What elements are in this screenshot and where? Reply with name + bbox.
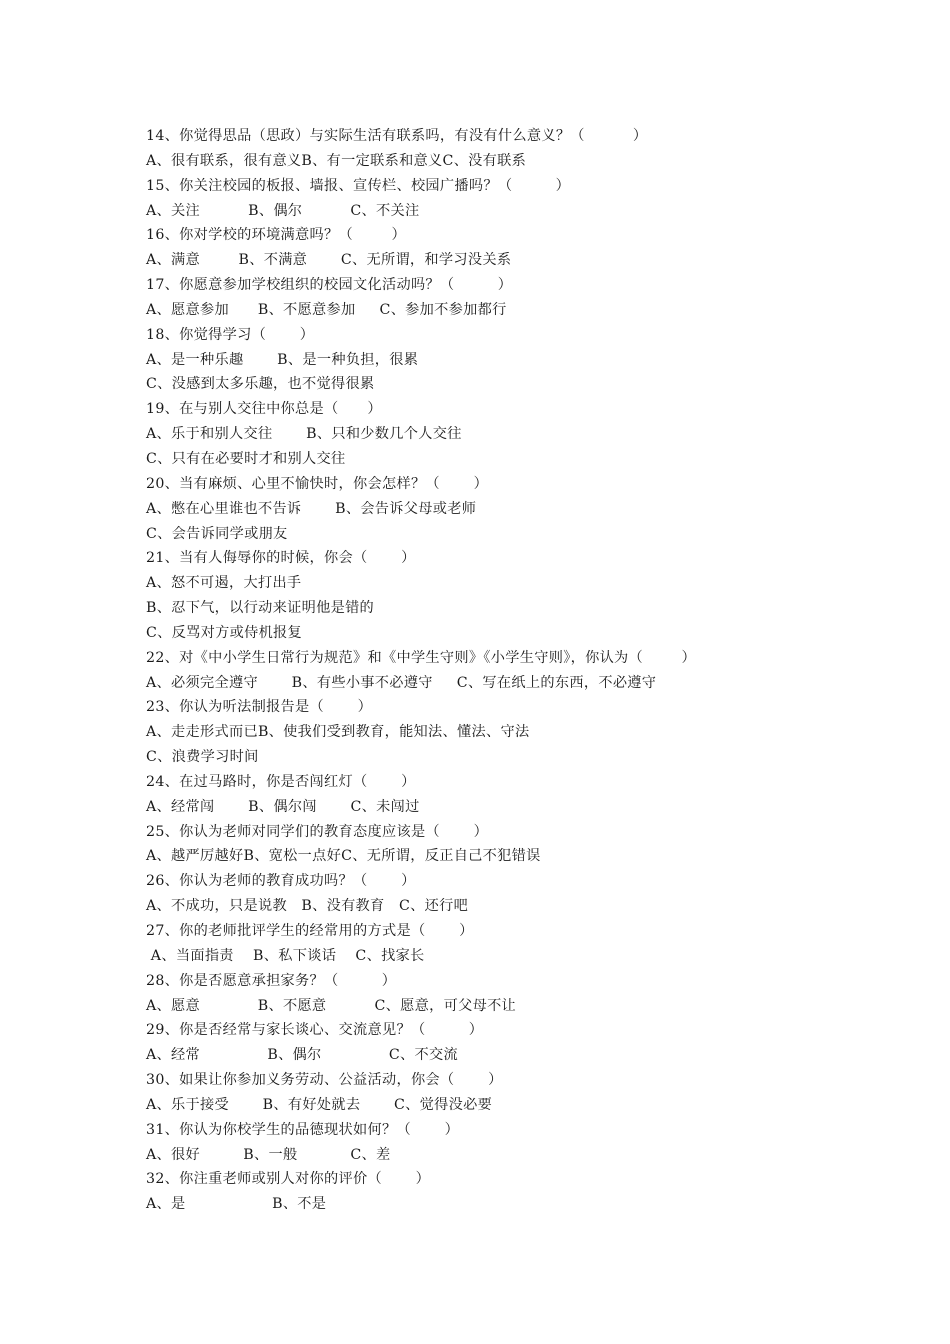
text-line: C、浪费学习时间 [146,749,259,766]
text-line: A、经常闯 B、偶尔闯 C、未闯过 [146,798,420,815]
text-line: 30、如果让你参加义务劳动、公益活动，你会（ ） [146,1072,503,1089]
text-line: A、满意 B、不满意 C、无所谓，和学习没关系 [146,252,512,269]
text-line: A、不成功，只是说教 B、没有教育 C、还行吧 [146,898,469,915]
text-line: 32、你注重老师或别人对你的评价（ ） [146,1171,431,1188]
text-line: A、必须完全遵守 B、有些小事不必遵守 C、写在纸上的东西，不必遵守 [146,674,657,691]
text-line: 31、你认为你校学生的品德现状如何？（ ） [146,1121,460,1138]
text-line: A、很有联系，很有意义B、有一定联系和意义C、没有联系 [146,152,527,169]
text-line: A、乐于接受 B、有好处就去 C、觉得没必要 [146,1096,493,1113]
text-line: C、只有在必要时才和别人交往 [146,450,346,467]
text-line: 19、在与别人交往中你总是（ ） [146,401,382,418]
text-line: A、走走形式而已B、使我们受到教育，能知法、懂法、守法 [146,724,530,741]
text-line: 28、你是否愿意承担家务？（ ） [146,972,397,989]
text-line: 14、你觉得思品（思政）与实际生活有联系吗，有没有什么意义？（ ） [146,128,648,144]
text-line: A、憋在心里谁也不告诉 B、会告诉父母或老师 [146,500,477,517]
text-line: A、是 B、不是 [146,1196,327,1213]
text-line: 20、当有麻烦、心里不愉快时，你会怎样？（ ） [146,475,489,492]
text-line: A、很好 B、一般 C、差 [146,1146,391,1163]
text-line: A、当面指责 B、私下谈话 C、找家长 [146,947,425,964]
text-line: C、会告诉同学或朋友 [146,525,288,542]
text-line: 27、你的老师批评学生的经常用的方式是（ ） [146,923,474,939]
text-line: 22、对《中小学生日常行为规范》和《中学生守则》《小学生守则》，你认为（ ） [146,649,696,666]
text-line: A、越严厉越好B、宽松一点好C、无所谓，反正自己不犯错误 [146,848,541,865]
text-line: 29、你是否经常与家长谈心、交流意见？（ ） [146,1022,484,1039]
text-line: 17、你愿意参加学校组织的校园文化活动吗？（ ） [146,277,513,294]
text-line: 26、你认为老师的教育成功吗？（ ） [146,873,416,890]
text-line: C、没感到太多乐趣，也不觉得很累 [146,376,375,393]
text-line: A、怒不可遏，大打出手 [146,575,302,592]
text-line: A、愿意参加 B、不愿意参加 C、参加不参加都行 [146,301,507,318]
text-line: A、愿意 B、不愿意 C、愿意，可父母不让 [146,997,517,1014]
text-line: 23、你认为听法制报告是（ ） [146,699,373,716]
text-line: A、关注 B、偶尔 C、不关注 [146,202,420,219]
text-line: 16、你对学校的环境满意吗？（ ） [146,227,406,244]
text-line: 25、你认为老师对同学们的教育态度应该是（ ） [146,823,489,840]
text-line: A、是一种乐趣 B、是一种负担，很累 [146,351,419,368]
text-line: 21、当有人侮辱你的时候，你会（ ） [146,550,416,567]
text-line: B、忍下气，以行动来证明他是错的 [146,600,375,617]
text-line: A、乐于和别人交往 B、只和少数几个人交往 [146,426,462,443]
text-line: 15、你关注校园的板报、墙报、宣传栏、校园广播吗？（ ） [146,177,571,194]
questionnaire-text [146,124,886,1217]
text-line: 18、你觉得学习（ ） [146,326,315,343]
text-line: 24、在过马路时，你是否闯红灯（ ） [146,773,416,790]
text-line: A、经常 B、偶尔 C、不交流 [146,1047,458,1064]
text-line: C、反骂对方或侍机报复 [146,624,303,641]
